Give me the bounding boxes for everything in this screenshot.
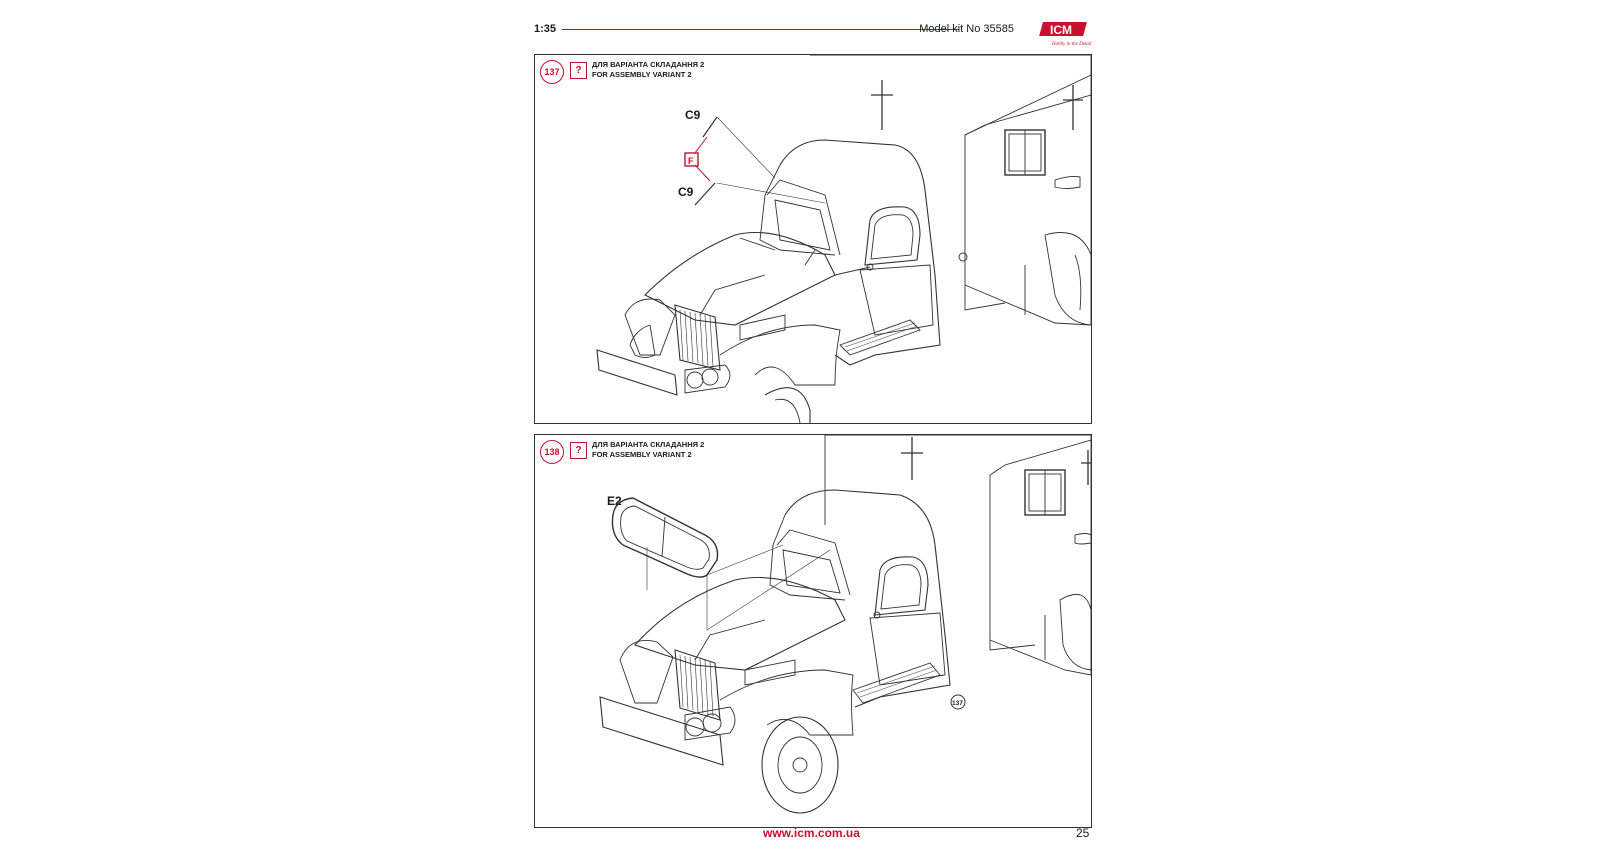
question-icon: ? bbox=[570, 62, 587, 79]
part-label-e2: E2 bbox=[607, 494, 622, 508]
note-english: FOR ASSEMBLY VARIANT 2 bbox=[592, 450, 692, 459]
header-rule bbox=[562, 29, 959, 30]
note-ukrainian: ДЛЯ ВАРІАНТА СКЛАДАННЯ 2 bbox=[592, 440, 705, 449]
icm-logo bbox=[1030, 18, 1094, 48]
step-138-panel bbox=[534, 434, 1092, 828]
footer-url[interactable]: www.icm.com.ua bbox=[763, 826, 860, 840]
scale-label: 1:35 bbox=[534, 23, 557, 35]
step-137-illustration bbox=[535, 55, 1091, 423]
step-number: 138 bbox=[540, 440, 564, 464]
svg-text:Hobby in the Detail: Hobby in the Detail bbox=[1052, 42, 1092, 47]
part-label-c9-bottom: C9 bbox=[678, 185, 694, 199]
question-icon: ? bbox=[570, 442, 587, 459]
step-137-panel bbox=[534, 54, 1092, 424]
kit-number: Model kit No 35585 bbox=[919, 23, 1014, 35]
step-number: 137 bbox=[540, 60, 564, 84]
note-english: FOR ASSEMBLY VARIANT 2 bbox=[592, 70, 692, 79]
svg-text:ICM: ICM bbox=[1050, 23, 1072, 37]
part-label-c9-top: C9 bbox=[685, 108, 701, 122]
page-header bbox=[534, 18, 1094, 48]
paint-code-label: F bbox=[688, 156, 694, 166]
reference-step-marker: 137 bbox=[952, 700, 963, 707]
note-ukrainian: ДЛЯ ВАРІАНТА СКЛАДАННЯ 2 bbox=[592, 60, 705, 69]
page-number: 25 bbox=[1076, 826, 1090, 840]
step-138-illustration bbox=[535, 435, 1091, 827]
